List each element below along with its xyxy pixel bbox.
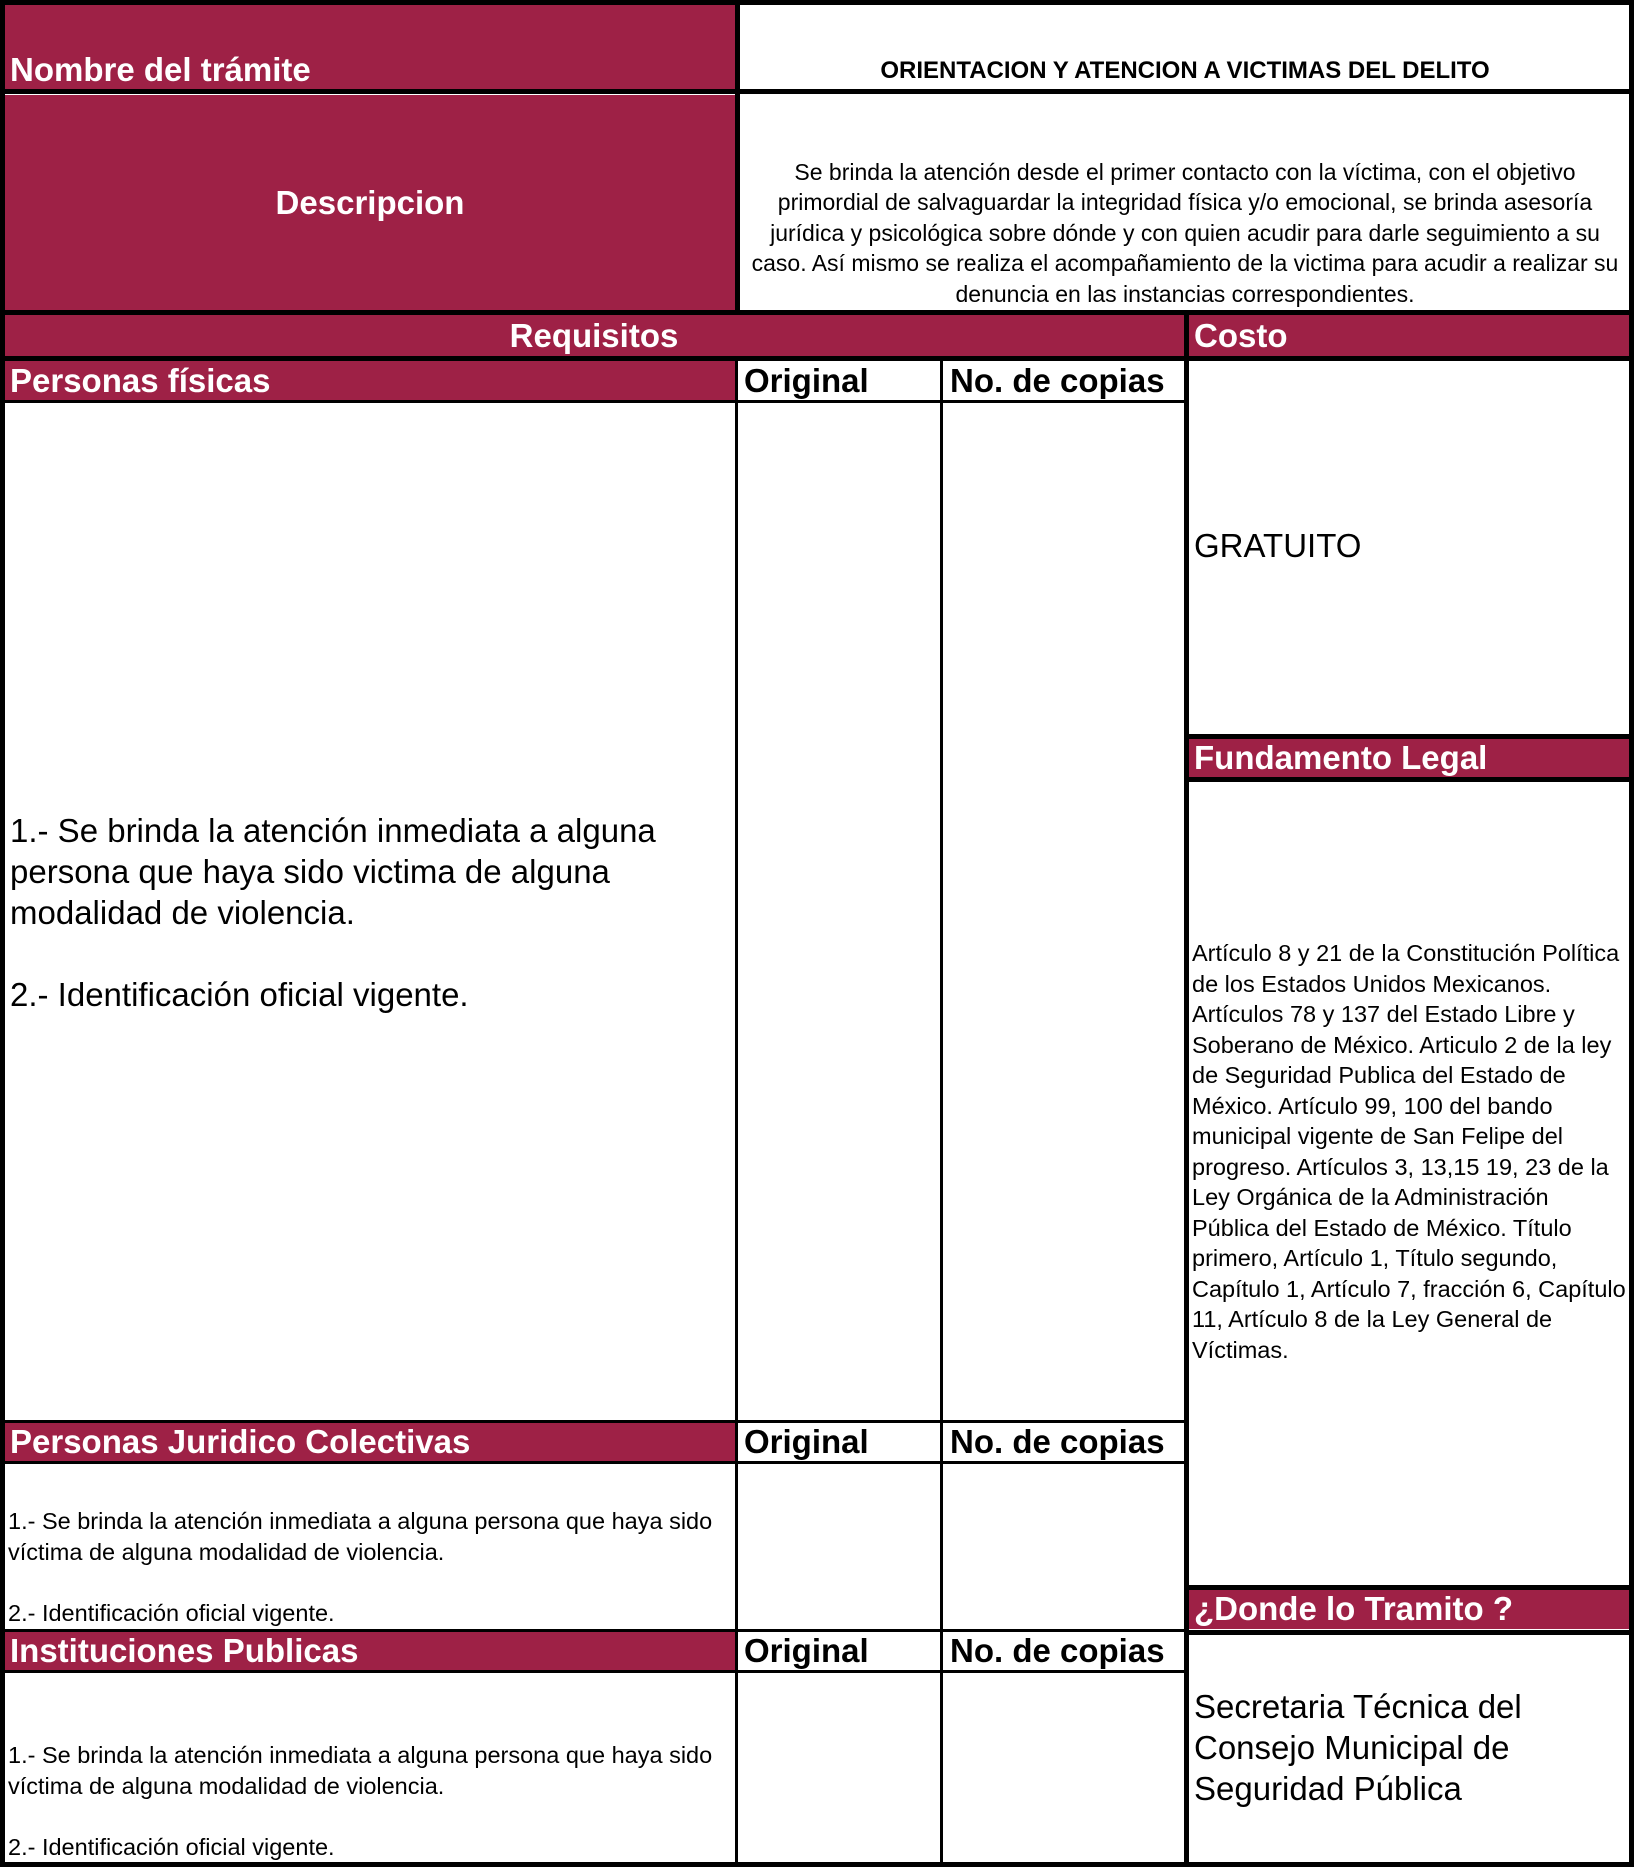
colectivas-copias-header (944, 1422, 1184, 1462)
nombre-label (4, 4, 736, 91)
divider-requisitos (0, 356, 1634, 361)
donde-value (1188, 1686, 1630, 1809)
fisicas-original-header (738, 361, 940, 401)
colectivas-item-1: 1.- Se brinda la atención inmediata a alguna persona que haya sido víctima de alguna modalidad de violencia. (8, 1508, 713, 1565)
instituciones-copias-header (944, 1631, 1184, 1671)
fisicas-requisitos (4, 810, 736, 1015)
divider-fundamento-bottom (1184, 777, 1634, 782)
border-bottom (0, 1862, 1634, 1867)
colectivas-original-header (738, 1422, 940, 1462)
donde-text: Secretaria Técnica del Consejo Municipal de Seguridad Pública (1194, 1688, 1522, 1807)
fisicas-copias-header (944, 361, 1184, 401)
divider-instituciones-bottom (0, 1670, 1187, 1673)
divider-donde-bottom (1184, 1630, 1634, 1635)
fundamento-value (1188, 938, 1630, 1365)
descripcion-label-text: Descripcion (275, 184, 465, 221)
colectivas-item-2: 2.- Identificación oficial vigente. (8, 1599, 335, 1626)
colectivas-copias-text: No. de copias (950, 1423, 1165, 1460)
divider-instituciones-top (0, 1629, 1187, 1632)
divider-nombre (0, 89, 1634, 94)
divider-donde-top (1184, 1585, 1634, 1590)
instituciones-item-2: 2.- Identificación oficial vigente. (8, 1833, 335, 1860)
fisicas-original-text: Original (744, 362, 869, 399)
border-top (0, 0, 1634, 5)
colectivas-label (4, 1422, 736, 1462)
costo-value (1188, 361, 1630, 731)
donde-label-text: ¿Donde lo Tramito ? (1194, 1590, 1513, 1627)
nombre-label-text: Nombre del trámite (10, 51, 311, 88)
tramite-name: ORIENTACION Y ATENCION A VICTIMAS DEL DELITO (880, 57, 1490, 84)
instituciones-original-header (738, 1631, 940, 1671)
costo-value-text: GRATUITO (1194, 527, 1362, 564)
instituciones-copias-text: No. de copias (950, 1632, 1165, 1669)
costo-label (1188, 315, 1630, 357)
fisicas-item-1: 1.- Se brinda la atención inmediata a alguna persona que haya sido victima de alguna modalidad de violencia. (10, 812, 656, 931)
fisicas-item-2: 2.- Identificación oficial vigente. (10, 976, 469, 1013)
fundamento-text: Artículo 8 y 21 de la Constitución Política de los Estados Unidos Mexicanos. Artículos 78 y 137 del Estado Libre y Soberano de México. Articulo 2 de la ley de Seguridad Publica del Estado de México. Artículo 99, 100 del bando municipal vigente de San Felipe del progreso. Artículos 3, 13,15 19, 23 de la Ley Orgánica de la Administración Pública del Estado de México. Título primero, Artículo 1, Título segundo, Capítulo 1, Artículo 7, fracción 6, Capítulo 11, Artículo 8 de la Ley General de Víctimas. (1192, 940, 1626, 1363)
border-left (0, 0, 5, 1867)
donde-label (1188, 1589, 1630, 1629)
fundamento-label-text: Fundamento Legal (1194, 739, 1488, 776)
colectivas-requisitos (4, 1506, 736, 1628)
divider-colectivas-top (0, 1420, 1187, 1423)
instituciones-label (4, 1631, 736, 1671)
divider-original-col (735, 356, 738, 1867)
colectivas-original-text: Original (744, 1423, 869, 1460)
divider-top-vertical (735, 0, 740, 315)
instituciones-original-text: Original (744, 1632, 869, 1669)
divider-fundamento-top (1184, 734, 1634, 739)
fisicas-copias-text: No. de copias (950, 362, 1165, 399)
divider-fisicas-header (0, 400, 1187, 403)
colectivas-label-text: Personas Juridico Colectivas (10, 1423, 471, 1460)
fisicas-label-text: Personas físicas (10, 362, 271, 399)
instituciones-requisitos (4, 1740, 736, 1862)
nombre-value (740, 4, 1630, 91)
divider-descripcion (0, 310, 1634, 315)
descripcion-value (740, 95, 1630, 311)
requisitos-title-text: Requisitos (509, 317, 679, 354)
costo-label-text: Costo (1194, 317, 1288, 354)
fisicas-label (4, 361, 736, 401)
divider-copias-col (940, 356, 943, 1867)
requisitos-title (4, 315, 1184, 357)
instituciones-label-text: Instituciones Publicas (10, 1632, 359, 1669)
divider-colectivas-bottom (0, 1461, 1187, 1464)
descripcion-label (4, 95, 736, 311)
descripcion-text: Se brinda la atención desde el primer contacto con la víctima, con el objetivo primordial de salvaguardar la integridad física y/o emocional, se brinda asesoría jurídica y psicológica sobre dónde y con quien acudir para darle seguimiento a su caso. Así mismo se realiza el acompañamiento de la victima para acudir a realizar su denuncia en las instancias correspondientes. (751, 158, 1619, 307)
instituciones-item-1: 1.- Se brinda la atención inmediata a alguna persona que haya sido víctima de alguna modalidad de violencia. (8, 1742, 713, 1799)
fundamento-label (1188, 738, 1630, 778)
